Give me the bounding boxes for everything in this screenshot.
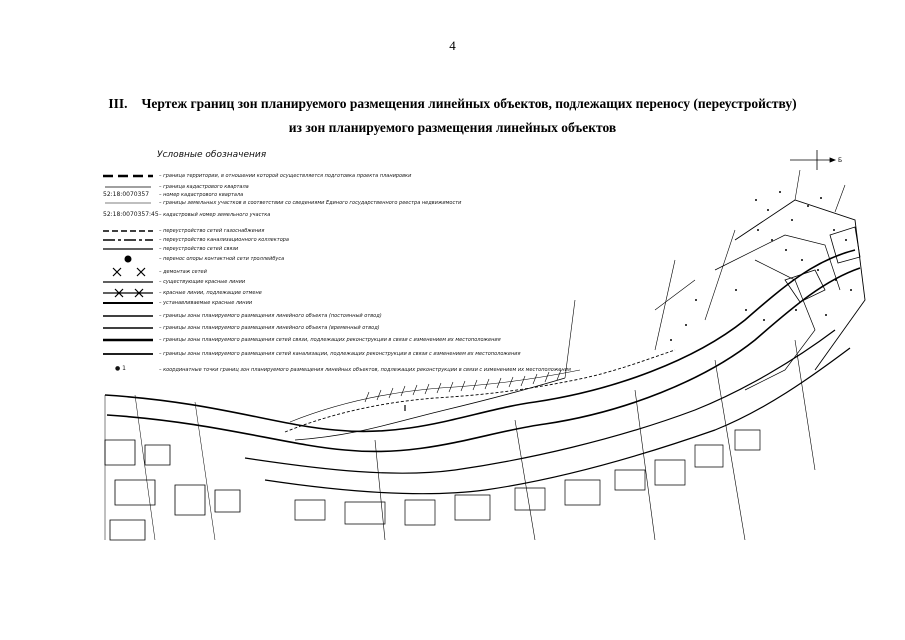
title-line-2: из зон планируемого размещения линейных объектов [288, 120, 617, 135]
legend-symbols [103, 176, 153, 354]
legend-item: – демонтаж сетей [159, 269, 207, 275]
legend [103, 150, 571, 373]
legend-item: – границы зоны планируемого размещения линейного объекта (постоянный отвод) [159, 313, 382, 319]
legend-item: – перенос опоры контактной сети троллейбуса [159, 256, 285, 262]
legend-item: – красные линии, подлежащие отмене [159, 290, 262, 296]
page-title [0, 92, 905, 140]
legend-item: – переустройство сетей связи [159, 246, 239, 252]
title-line-1 [0, 92, 905, 116]
legend-item: – переустройство сетей газоснабжения [159, 228, 265, 234]
legend-code-1: 52:18:0070357 [103, 191, 150, 198]
page-number: 4 [449, 38, 456, 53]
legend-item: – существующие красные линии [159, 279, 246, 285]
legend-point-label: ● 1 [115, 365, 126, 372]
section-number: III. [108, 96, 128, 111]
compass-icon [790, 150, 842, 170]
legend-item: – кадастровый номер земельного участка [159, 212, 271, 218]
legend-title: Условные обозначения [157, 150, 267, 160]
legend-item: – граница территории, в отношении которой осуществляется подготовка проекта планировки [159, 173, 412, 179]
compass-label: Б [838, 157, 843, 164]
legend-item: – переустройство канализационного коллектора [159, 237, 289, 243]
drawing-map [95, 140, 870, 550]
legend-item: – граница кадастрового квартала [159, 184, 249, 190]
legend-item: – границы зоны планируемого размещения сетей канализации, подлежащих реконструкции в связи с изменением их местоположения [159, 351, 521, 357]
legend-item: – устанавливаемые красные линии [159, 300, 253, 306]
legend-item: – координатные точки границ зон планируемого размещения линейных объектов, подлежащих реконструкции в связи с изменением их местоположения [159, 367, 571, 373]
legend-item: – границы зоны планируемого размещения линейного объекта (временный отвод) [159, 325, 380, 331]
legend-item: – границы земельных участков в соответствии со сведениями Единого государственного реестра недвижимости [159, 200, 462, 206]
title-text-1: Чертеж границ зон планируемого размещения линейных объектов, подлежащих переносу (переустройству) [141, 96, 797, 111]
legend-code-2: 52:18:0070357:45 [103, 211, 159, 218]
legend-item: – границы зоны планируемого размещения сетей связи, подлежащих реконструкции в связи с изменением их местоположения [159, 337, 501, 343]
legend-item: – номер кадастрового квартала [159, 192, 244, 198]
